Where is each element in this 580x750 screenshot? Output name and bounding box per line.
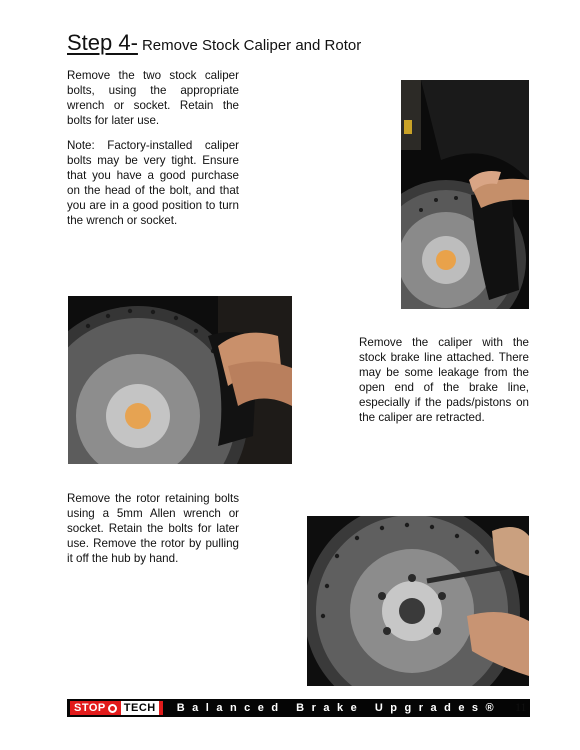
step-title: Remove Stock Caliper and Rotor [141, 37, 362, 54]
photo-removing-caliper [68, 296, 292, 464]
instruction-remove-rotor: Remove the rotor retaining bolts using a 5mm Allen wrench or socket. Retain the bolts for later use. Remove the rotor by pulling it off the hub by hand. [67, 492, 239, 565]
logo-ring-icon [108, 704, 117, 713]
photo-caliper-on-car [401, 80, 529, 309]
section-3-text [67, 491, 239, 566]
footer-brand-bar [67, 699, 530, 717]
instruction-caliper-bolts: Remove the two stock caliper bolts, using the appropriate wrench or socket. Retain the bolts for later use. [67, 69, 239, 127]
step-label: Step 4- [67, 30, 138, 55]
stoptech-logo [70, 701, 163, 715]
instruction-remove-caliper: Remove the caliper with the stock brake line attached. There may be some leakage from the open end of the brake line, especially if the pads/pistons on the caliper are retracted. [359, 336, 529, 424]
page-heading [67, 30, 361, 56]
note-caliper-bolts: Note: Factory-installed caliper bolts may be very tight. Ensure that you have a good purchase on the head of the bolt, and that you are in a good position to turn the wrench or socket. [67, 139, 239, 227]
logo-stop-text: STOP [74, 702, 106, 714]
footer-tagline: Balanced Brake Upgrades® [176, 702, 502, 714]
logo-tech-text: TECH [121, 701, 159, 715]
photo-removing-rotor [307, 516, 529, 686]
section-1-text [67, 68, 239, 228]
page-number: 11 [515, 700, 527, 714]
section-2-text [359, 335, 529, 425]
